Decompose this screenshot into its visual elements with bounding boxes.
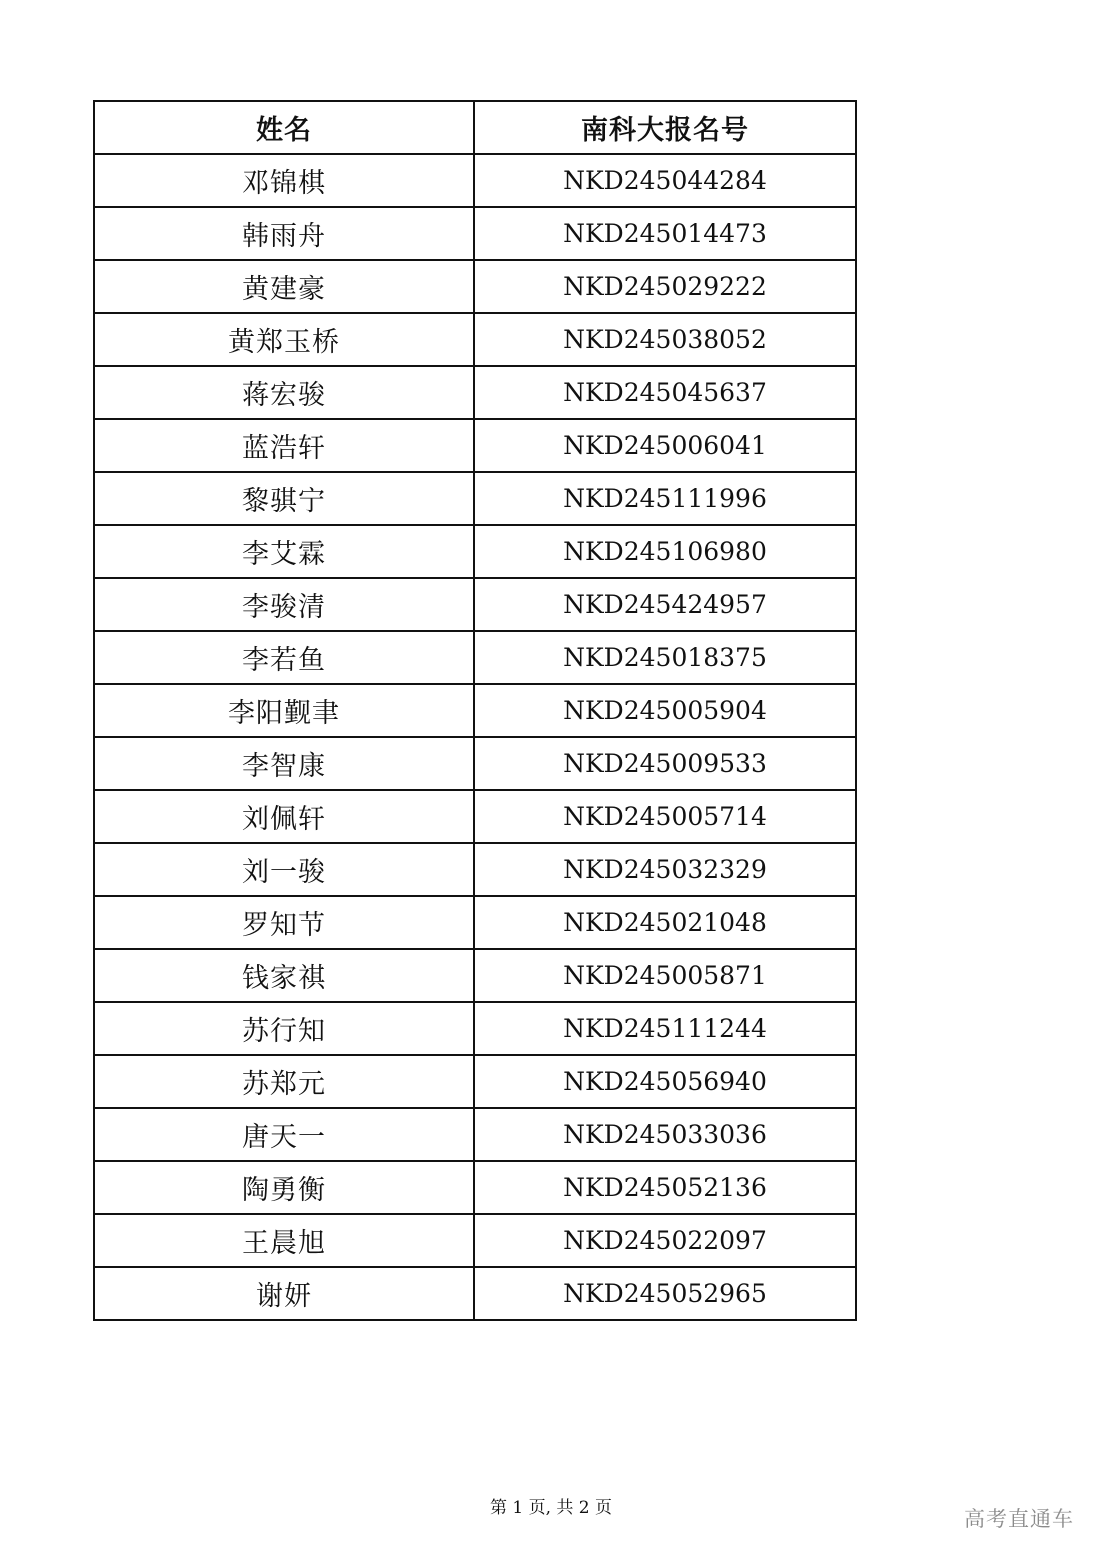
table-row	[94, 684, 856, 737]
student-name: 蒋宏骏	[94, 366, 474, 419]
table-row	[94, 1267, 856, 1320]
table-row	[94, 631, 856, 684]
table-row	[94, 1161, 856, 1214]
table-row	[94, 1108, 856, 1161]
watermark: 高考直通车	[964, 1507, 1074, 1531]
registration-number: NKD245018375	[474, 631, 856, 684]
table-row	[94, 366, 856, 419]
registration-number: NKD245106980	[474, 525, 856, 578]
table-row	[94, 154, 856, 207]
table-row	[94, 1214, 856, 1267]
student-name: 刘一骏	[94, 843, 474, 896]
registration-number: NKD245006041	[474, 419, 856, 472]
table-row	[94, 949, 856, 1002]
student-name: 唐天一	[94, 1108, 474, 1161]
registration-number: NKD245032329	[474, 843, 856, 896]
student-name: 谢妍	[94, 1267, 474, 1320]
registration-number: NKD245038052	[474, 313, 856, 366]
student-name: 黄郑玉桥	[94, 313, 474, 366]
table-row	[94, 578, 856, 631]
table-row	[94, 472, 856, 525]
registration-number: NKD245111244	[474, 1002, 856, 1055]
page-number-label: 第 1 页, 共 2 页	[489, 1498, 613, 1518]
registration-number: NKD245111996	[474, 472, 856, 525]
student-name: 罗知节	[94, 896, 474, 949]
table-row	[94, 313, 856, 366]
student-name: 陶勇衡	[94, 1161, 474, 1214]
student-name: 李智康	[94, 737, 474, 790]
registration-number: NKD245009533	[474, 737, 856, 790]
table-header-row	[94, 101, 856, 154]
student-name: 钱家祺	[94, 949, 474, 1002]
registration-number: NKD245033036	[474, 1108, 856, 1161]
student-name: 李若鱼	[94, 631, 474, 684]
registration-table	[93, 100, 857, 1321]
registration-number: NKD245056940	[474, 1055, 856, 1108]
student-name: 苏行知	[94, 1002, 474, 1055]
table-row	[94, 207, 856, 260]
student-name: 李阳觐聿	[94, 684, 474, 737]
table-row	[94, 525, 856, 578]
registration-number: NKD245005904	[474, 684, 856, 737]
table-row	[94, 737, 856, 790]
table-row	[94, 843, 856, 896]
registration-number: NKD245424957	[474, 578, 856, 631]
student-name: 邓锦棋	[94, 154, 474, 207]
column-header-name: 姓名	[94, 101, 474, 154]
table-row	[94, 260, 856, 313]
registration-number: NKD245029222	[474, 260, 856, 313]
table-row	[94, 896, 856, 949]
table-row	[94, 1002, 856, 1055]
column-header-registration-number: 南科大报名号	[474, 101, 856, 154]
student-name: 刘佩轩	[94, 790, 474, 843]
student-name: 韩雨舟	[94, 207, 474, 260]
registration-number: NKD245022097	[474, 1214, 856, 1267]
registration-number: NKD245005714	[474, 790, 856, 843]
table-row	[94, 790, 856, 843]
table-row	[94, 419, 856, 472]
registration-number: NKD245045637	[474, 366, 856, 419]
registration-number: NKD245005871	[474, 949, 856, 1002]
student-name: 李艾霖	[94, 525, 474, 578]
student-name: 黄建豪	[94, 260, 474, 313]
registration-number: NKD245052965	[474, 1267, 856, 1320]
page-footer	[0, 1493, 1102, 1518]
student-name: 黎骐宁	[94, 472, 474, 525]
registration-number: NKD245052136	[474, 1161, 856, 1214]
student-name: 王晨旭	[94, 1214, 474, 1267]
student-name: 李骏清	[94, 578, 474, 631]
table-row	[94, 1055, 856, 1108]
registration-number: NKD245044284	[474, 154, 856, 207]
student-name: 蓝浩轩	[94, 419, 474, 472]
registration-number: NKD245014473	[474, 207, 856, 260]
student-name: 苏郑元	[94, 1055, 474, 1108]
registration-number: NKD245021048	[474, 896, 856, 949]
